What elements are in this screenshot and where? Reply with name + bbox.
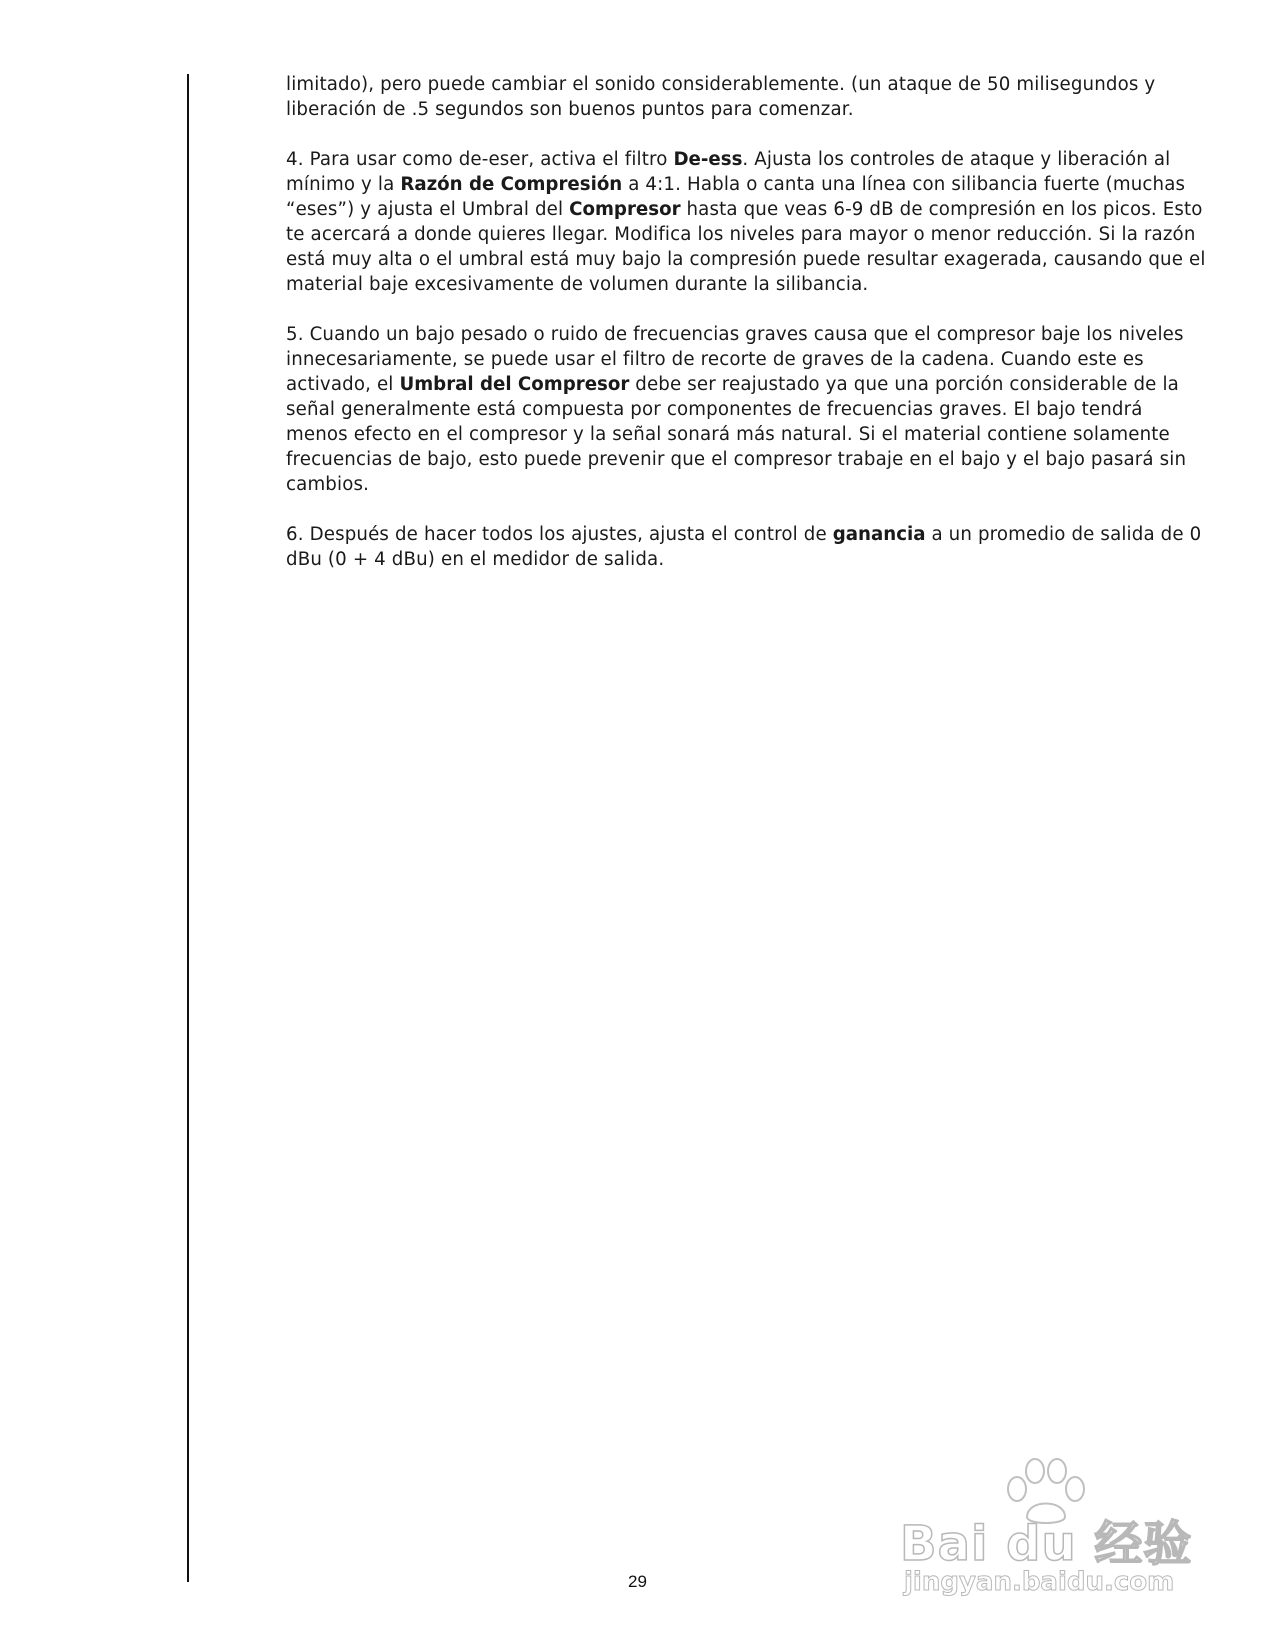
text-segment: hasta que veas 6-9 dB de compresión en los picos. Esto te acercará a donde quieres llegar. Modifica los niveles para mayor o menor reducción. Si la razón está muy alta o el umbral está muy bajo la compresión puede resultar exagerada, causando que el material baje excesivamente de volumen durante la silibancia. xyxy=(286,199,1206,295)
term-de-ess: De-ess xyxy=(673,149,743,170)
paragraph-step-5 xyxy=(286,322,1206,497)
text-segment: 5. Cuando un bajo pesado o ruido de frecuencias graves causa que el compresor baje los niveles innecesariamente, se puede usar el filtro de recorte de graves de la cadena. Cuando este es activado, el xyxy=(286,324,1184,395)
paragraph-step-6 xyxy=(286,522,1206,572)
watermark-brand: Bai du 经验 xyxy=(900,1516,1193,1572)
text-segment: 4. Para usar como de-eser, activa el filtro xyxy=(286,149,674,170)
text-segment: a un promedio de salida de 0 dBu (0 + 4 dBu) en el medidor de salida. xyxy=(286,524,1202,570)
term-compression-ratio: Razón de Compresión xyxy=(400,174,623,195)
document-body xyxy=(286,72,1206,597)
baidu-watermark xyxy=(900,1455,1200,1605)
text-segment: . Ajusta los controles de ataque y liberación al mínimo y la xyxy=(286,149,1171,195)
paragraph-continuation xyxy=(286,72,1206,122)
term-compressor-threshold: Umbral del Compresor xyxy=(399,374,630,395)
term-gain: ganancia xyxy=(832,524,926,545)
watermark-url: jingyan.baidu.com xyxy=(904,1567,1175,1597)
paragraph-step-4 xyxy=(286,147,1206,297)
page-number: 29 xyxy=(628,1572,647,1591)
margin-rule xyxy=(187,74,189,1582)
text-segment: 6. Después de hacer todos los ajustes, ajusta el control de xyxy=(286,524,833,545)
text-segment: a 4:1. Habla o canta una línea con silibancia fuerte (muchas “eses”) y ajusta el Umbral del xyxy=(286,174,1186,220)
text-segment: limitado), pero puede cambiar el sonido considerablemente. (un ataque de 50 milisegundos y liberación de .5 segundos son buenos puntos para comenzar. xyxy=(286,74,1156,120)
text-segment: debe ser reajustado ya que una porción considerable de la señal generalmente está compuesta por componentes de frecuencias graves. El bajo tendrá menos efecto en el compresor y la señal sonará más natural. Si el material contiene solamente frecuencias de bajo, esto puede prevenir que el compresor trabaje en el bajo y el bajo pasará sin cambios. xyxy=(286,374,1187,495)
term-compressor: Compresor xyxy=(569,199,681,220)
